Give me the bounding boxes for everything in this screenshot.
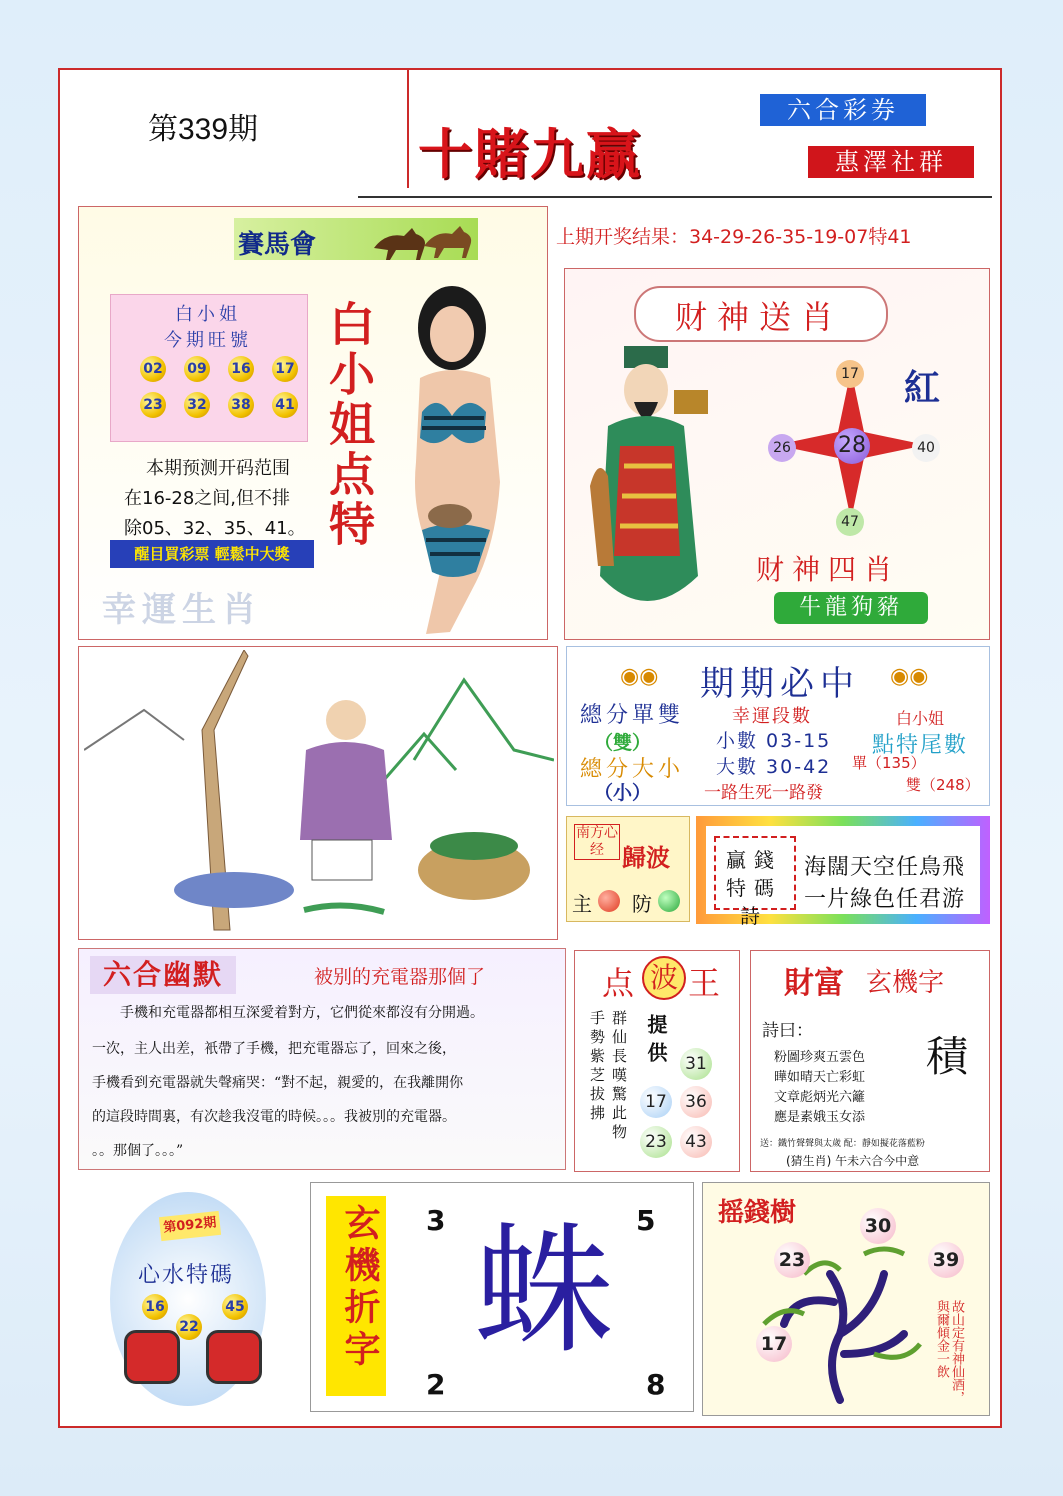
caishen-bottom-ball: 47	[836, 508, 864, 536]
money-tree	[744, 1214, 934, 1404]
badge-huize: 惠澤社群	[808, 146, 974, 178]
page-title: 十賭九贏	[418, 122, 642, 186]
caifu-char: 積	[926, 1032, 969, 1081]
qiqi-left-coin-icon: ◉◉	[620, 664, 659, 689]
caishen-title: 财神送肖	[674, 298, 843, 336]
caishen-center-ball: 28	[834, 428, 870, 464]
dianbo-ball: 23	[640, 1126, 672, 1158]
dianbo-ball: 43	[680, 1126, 712, 1158]
bai-predict-2: 在16-28之间,但不排	[124, 488, 291, 509]
chaizi-label: 玄機折字	[339, 1204, 380, 1372]
header-divider-vertical	[407, 68, 409, 188]
bai-box-title1: 白小姐	[175, 304, 241, 325]
bai-watermark: 幸運生肖	[102, 590, 262, 630]
fist-right-icon	[206, 1330, 262, 1384]
poem-line1: 海闊天空任鳥飛	[804, 855, 966, 880]
boy-painting	[84, 650, 554, 936]
qiqi-dan: 單（135）	[852, 754, 926, 772]
bai-slogan: 醒目買彩票 輕鬆中大獎	[110, 540, 314, 568]
tree-number-ball: 39	[928, 1242, 964, 1278]
nanfang-zhu: 主	[572, 892, 592, 916]
saimahui-label: 賽馬會	[238, 230, 317, 260]
humor-line5: 。。那個了。。。”	[92, 1143, 184, 1159]
qiqi-shuang-num: 雙（248）	[906, 776, 980, 794]
caifu-footer1: 送：鐵竹聲聲與太歲 配：靜如擬花落藍粉	[760, 1139, 925, 1149]
bai-number-ball: 23	[140, 392, 166, 418]
caifu-poem-line4: 應是素娥玉女添	[774, 1110, 866, 1125]
bai-number-ball: 41	[272, 392, 298, 418]
humor-line3: 手機看到充電器就失聲痛哭：“對不起，親愛的，在我離開你	[92, 1075, 464, 1091]
chaizi-num-bl: 2	[426, 1368, 446, 1401]
tree-title: 摇錢樹	[718, 1198, 797, 1228]
qiqi-yilu: 一路生死一路發	[704, 783, 823, 803]
dianbo-tigong: 提供	[644, 1014, 668, 1070]
badge-liuhe: 六合彩券	[760, 94, 926, 126]
bai-vertical-title: 白小姐点特	[322, 300, 376, 550]
qiqi-xingyun: 幸運段數	[732, 706, 812, 727]
dianbo-col1: 手勢紫芝拔拂	[588, 1010, 606, 1124]
qiqi-zongfen-da: 總分大小	[580, 757, 685, 782]
nanfang-green-ball	[658, 890, 680, 912]
qiqi-title: 期期必中	[700, 664, 860, 704]
dianbo-title-1: 点	[602, 964, 635, 1002]
caishen-four-label: 财神四肖	[756, 553, 901, 586]
tree-poem: 故山定有神仙酒，與爾傾金一飲	[934, 1300, 964, 1404]
humor-title: 六合幽默	[90, 956, 236, 994]
bai-number-ball: 09	[184, 356, 210, 382]
caifu-footer2: (猜生肖) 午未六合今中意	[786, 1154, 920, 1168]
fist-left-icon	[124, 1330, 180, 1384]
xinshui-period: 第092期	[159, 1211, 221, 1241]
dianbo-title-3: 王	[688, 964, 721, 1002]
chaizi-char: 蛛	[474, 1210, 615, 1373]
dianbo-col2: 群仙長嘆驚此物	[610, 1010, 628, 1143]
caishen-figure	[584, 336, 734, 626]
humor-line4: 的這段時間裏，有次趁我沒電的時候。。。我被別的充電器。	[92, 1109, 456, 1125]
tree-number-ball: 30	[860, 1208, 896, 1244]
title-underline	[358, 196, 992, 198]
bai-number-ball: 02	[140, 356, 166, 382]
poem-label: 贏錢特碼詩	[726, 848, 782, 928]
qiqi-shuang: （雙）	[594, 732, 652, 754]
caishen-top-ball: 17	[836, 360, 864, 388]
qiqi-bai-label: 白小姐	[896, 709, 945, 728]
caifu-shiyue: 詩曰：	[762, 1021, 813, 1041]
bai-number-ball: 38	[228, 392, 254, 418]
qiqi-xiao: （小）	[594, 782, 652, 804]
caishen-color-label: 紅	[904, 368, 941, 409]
dianbo-title-2: 波	[642, 956, 686, 1000]
dianbo-ball: 31	[680, 1048, 712, 1080]
nanfang-guibo: 歸波	[622, 844, 670, 872]
qiqi-te-wei: 點特尾數	[872, 733, 969, 758]
qiqi-xiaoshu: 小數 03-15	[716, 730, 832, 752]
nanfang-fang: 防	[632, 892, 652, 916]
qiqi-dashu: 大數 30-42	[716, 756, 832, 778]
last-result: 上期开奖结果：34-29-26-35-19-07特41	[556, 226, 912, 248]
poem-line2: 一片綠色任君游	[804, 887, 966, 912]
bai-box-title2: 今期旺號	[164, 330, 252, 351]
xinshui-ball: 22	[176, 1314, 202, 1340]
chaizi-num-tl: 3	[426, 1204, 446, 1237]
xinshui-ball: 45	[222, 1294, 248, 1320]
humor-line2: 一次，主人出差，衹帶了手機，把充電器忘了，回來之後，	[92, 1041, 456, 1057]
caishen-right-ball: 40	[912, 434, 940, 462]
issue-number: 第339期	[148, 113, 259, 146]
humor-line1: 手機和充電器都相互深愛着對方，它們從來都沒有分開過。	[120, 1005, 484, 1021]
bai-number-ball: 17	[272, 356, 298, 382]
bai-number-ball: 16	[228, 356, 254, 382]
qiqi-zongfen-dan: 總分單雙	[580, 703, 685, 728]
qiqi-right-coin-icon: ◉◉	[890, 664, 929, 689]
caifu-poem-line3: 文章彪炳光六籬	[774, 1090, 866, 1105]
bai-predict-3: 除05、32、35、41。	[124, 518, 306, 539]
bai-predict-1: 本期预测开码范围	[146, 458, 290, 479]
horse-icon	[366, 218, 476, 262]
nanfang-red-ball	[598, 890, 620, 912]
dianbo-ball: 17	[640, 1086, 672, 1118]
caifu-title2: 玄機字	[866, 968, 945, 998]
xinshui-title: 心水特碼	[138, 1263, 235, 1288]
tree-number-ball: 23	[774, 1242, 810, 1278]
caishen-left-ball: 26	[768, 434, 796, 462]
caifu-title1: 財富	[784, 966, 844, 1001]
caifu-poem-line1: 粉圖珍爽五雲色	[774, 1050, 866, 1065]
caishen-animals: 牛龍狗豬	[774, 592, 928, 624]
dianbo-ball: 36	[680, 1086, 712, 1118]
chaizi-num-tr: 5	[636, 1204, 656, 1237]
bai-number-ball: 32	[184, 392, 210, 418]
caifu-poem-line2: 曄如晴天亡彩虹	[774, 1070, 866, 1085]
humor-subtitle: 被别的充電器那個了	[314, 966, 486, 988]
tree-number-ball: 17	[756, 1326, 792, 1362]
model-figure	[380, 282, 540, 638]
chaizi-num-br: 8	[646, 1368, 666, 1401]
nanfang-label: 南方心经	[576, 825, 618, 858]
xinshui-ball: 16	[142, 1294, 168, 1320]
